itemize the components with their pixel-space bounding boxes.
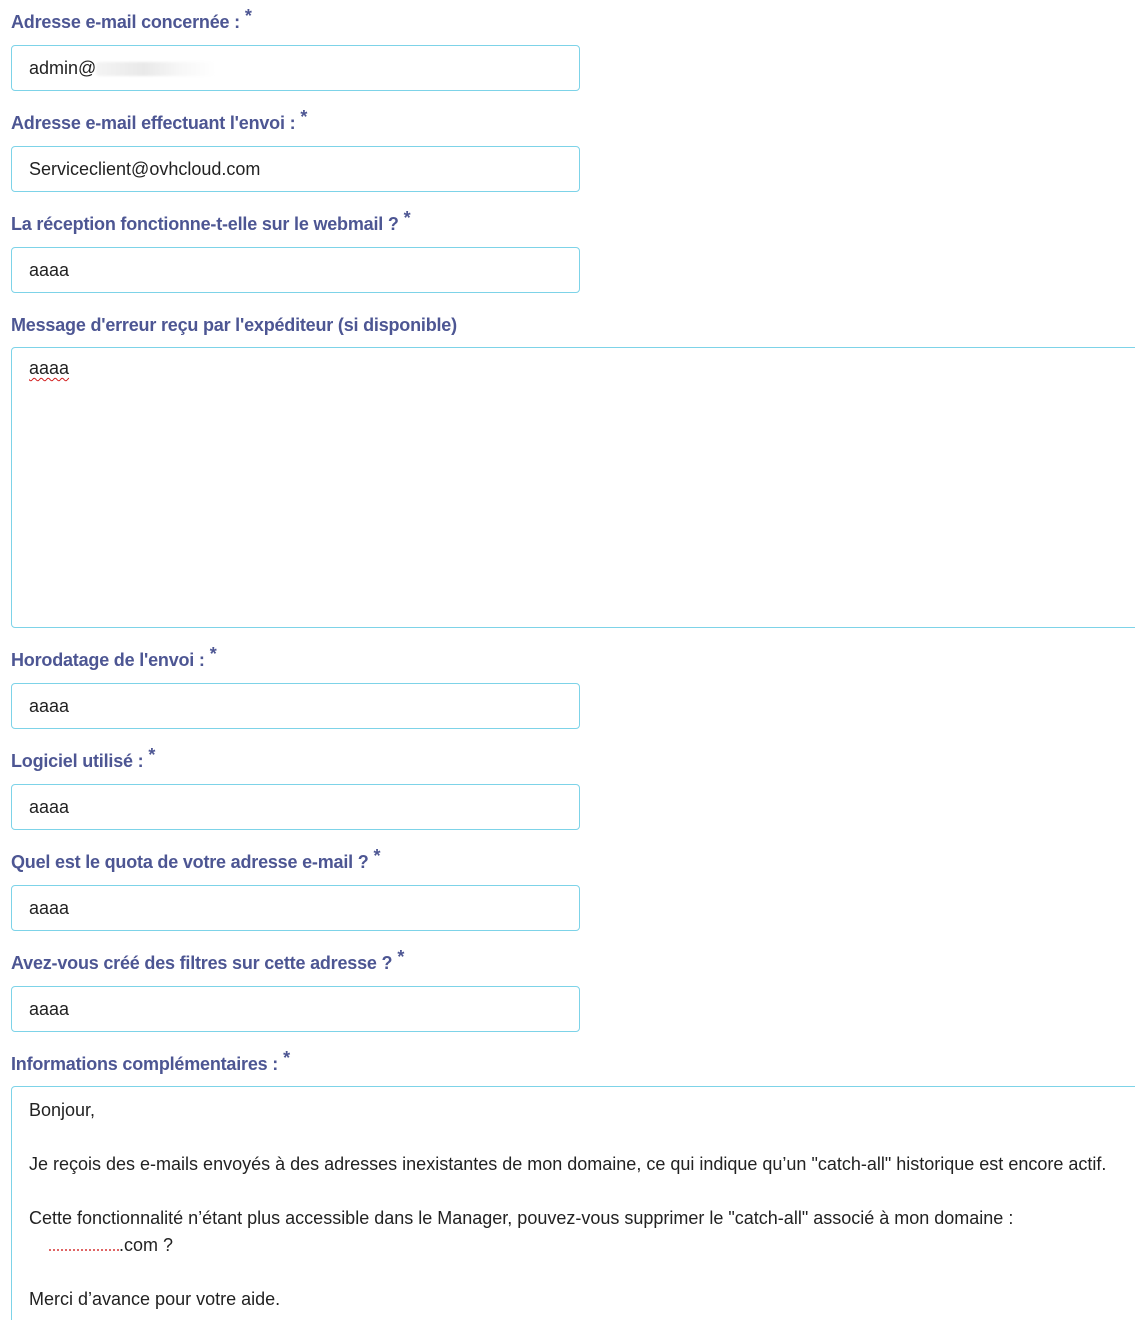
required-mark: * [397,947,405,967]
infos-textarea[interactable] [11,1086,1135,1320]
infos-label: Informations complémentaires : * [11,1048,290,1074]
email-envoi-input[interactable]: Serviceclient@ovhcloud.com [11,146,580,192]
email-concernee-label: Adresse e-mail concernée : * [11,6,252,32]
required-mark: * [209,644,217,664]
logiciel-label: Logiciel utilisé : * [11,745,156,771]
infos-paragraph-2: Cette fonctionnalité n’étant plus accessible dans le Manager, pouvez-vous supprimer le "catch-all" associé à mon domaine : [29,1208,1014,1228]
filtres-input[interactable]: aaaa [11,986,580,1032]
logiciel-input[interactable]: aaaa [11,784,580,830]
reception-webmail-input[interactable]: aaaa [11,247,580,293]
infos-domain-line: .com ? [29,1232,1133,1259]
email-envoi-label: Adresse e-mail effectuant l'envoi : * [11,107,308,133]
required-mark: * [148,745,156,765]
required-mark: * [373,846,381,866]
horodatage-label: Horodatage de l'envoi : * [11,644,217,670]
required-mark: * [244,6,252,26]
redacted-domain [96,62,216,76]
horodatage-input[interactable]: aaaa [11,683,580,729]
quota-input[interactable]: aaaa [11,885,580,931]
message-erreur-textarea[interactable] [11,347,1135,628]
filtres-label: Avez-vous créé des filtres sur cette adresse ? * [11,947,405,973]
quota-label: Quel est le quota de votre adresse e-mail ? * [11,846,381,872]
required-mark: * [300,107,308,127]
redacted-domain [49,1237,119,1251]
infos-paragraph-1: Je reçois des e-mails envoyés à des adresses inexistantes de mon domaine, ce qui indique qu’un "catch-all" historique est encore actif. [29,1154,1107,1174]
message-erreur-value: aaaa [29,358,70,378]
infos-greeting: Bonjour, [29,1100,96,1120]
infos-closing: Merci d’avance pour votre aide. [29,1289,281,1309]
required-mark: * [283,1048,290,1068]
required-mark: * [403,208,411,228]
message-erreur-label: Message d'erreur reçu par l'expéditeur (si disponible) [11,315,457,335]
reception-webmail-label: La réception fonctionne-t-elle sur le webmail ? * [11,208,411,234]
email-concernee-input[interactable]: admin@ [11,45,580,91]
